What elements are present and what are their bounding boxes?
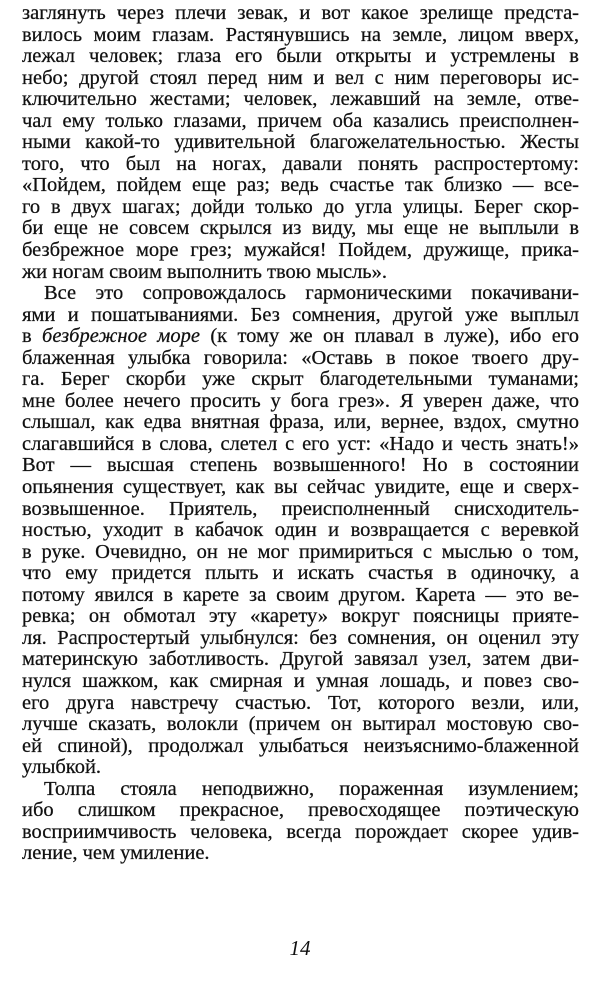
text-line: ей спиной), продолжал улыбаться неизъяснимо-блаженной [22, 734, 579, 757]
text-line: вилось моим глазам. Растянувшись на земле, лицом вверх, [22, 23, 579, 46]
text-line: блаженная улыбка говорила: «Оставь в покое твоего дру- [22, 346, 579, 369]
text-line: ление, чем умиление. [22, 842, 210, 865]
text-line: небо; другой стоял перед ним и вел с ним переговоры ис- [22, 66, 579, 89]
text-line: Все это сопровождалось гармоническими покачивани- [44, 282, 579, 305]
page-number: 14 [289, 936, 311, 960]
paragraph-1 [22, 3, 579, 283]
text-line: ями и пошатываниями. Без сомнения, другой уже выплыл [22, 303, 579, 326]
text-line: жи ногам своим выполнить твою мысль». [22, 260, 388, 283]
text-line: ностью, уходит в кабачок один и возвращается с веревкой [22, 519, 579, 542]
paragraph-2 [22, 283, 579, 779]
text-line: в руке. Очевидно, он не мог примириться с мыслью о том, [22, 540, 579, 563]
text-line: лежал человек; глаза его были открыты и устремлены в [22, 45, 579, 68]
text-line: го в двух шагах; дойди только до угла улицы. Берег скор- [22, 195, 579, 218]
text-line-with-italic [22, 326, 579, 348]
text-line: Вот — высшая степень возвышенного! Но в состоянии [22, 454, 579, 477]
text-line: ибо слишком прекрасное, превосходящее поэтическую [22, 799, 579, 822]
text-line: безбрежное море грез; мужайся! Пойдем, дружище, прика- [22, 239, 579, 262]
page-text [22, 3, 579, 865]
text-line: возвышенное. Приятель, преисполненный снисходитель- [22, 497, 579, 520]
text-line: нулся шажком, как смирная и умная лошадь, и повез сво- [22, 669, 579, 692]
text-segment: (к тому же он плавал в луже), ибо его [199, 325, 579, 348]
text-line: ными какой-то удивительной благожелательностью. Жесты [22, 131, 579, 154]
paragraph-3 [22, 779, 579, 865]
text-line: слагавшийся в слова, слетел с его уст: «Надо и честь знать!» [22, 432, 579, 455]
text-line: того, что был на ногах, давали понять распростертому: [22, 152, 579, 175]
text-line: потому явился в карете за своим другом. Карета — это ве- [22, 583, 579, 606]
text-line: материнскую заботливость. Другой завязал узел, затем дви- [22, 648, 579, 671]
text-line: слышал, как едва внятная фраза, или, вернее, вздох, смутно [22, 411, 579, 434]
text-line: его друга навстречу счастью. Тот, которого везли, или, [22, 691, 579, 714]
text-line: восприимчивость человека, всегда порождает скорее удив- [22, 820, 579, 843]
text-line: га. Берег скорби уже скрыт благодетельными туманами; [22, 368, 579, 391]
text-line: ревка; он обмотал эту «карету» вокруг поясницы прияте- [22, 605, 579, 628]
text-line: ключительно жестами; человек, лежавший на земле, отве- [22, 88, 579, 111]
text-line: чал ему только глазами, причем оба казались преисполнен- [22, 109, 579, 132]
text-line: улыбкой. [22, 756, 102, 779]
text-line: лучше сказать, волокли (причем он вытирал мостовую сво- [22, 713, 579, 736]
text-line: «Пойдем, пойдем еще раз; ведь счастье так близко — все- [22, 174, 579, 197]
italic-phrase: безбрежное море [42, 325, 200, 348]
text-line: ля. Распростертый улыбнулся: без сомнения, он оценил эту [22, 626, 579, 649]
text-line: мне более нечего просить у бога грез». Я уверен даже, что [22, 389, 579, 412]
text-line: опьянения существует, как вы сейчас увидите, еще и сверх- [22, 476, 579, 499]
text-line: что ему придется плыть и искать счастья в одиночку, а [22, 562, 579, 585]
text-line: би еще не совсем скрылся из виду, мы еще не выплыли в [22, 217, 579, 240]
text-segment: в [22, 325, 43, 348]
text-line: Толпа стояла неподвижно, пораженная изумлением; [44, 777, 579, 800]
text-line: заглянуть через плечи зевак, и вот какое зрелище предста- [22, 2, 579, 24]
